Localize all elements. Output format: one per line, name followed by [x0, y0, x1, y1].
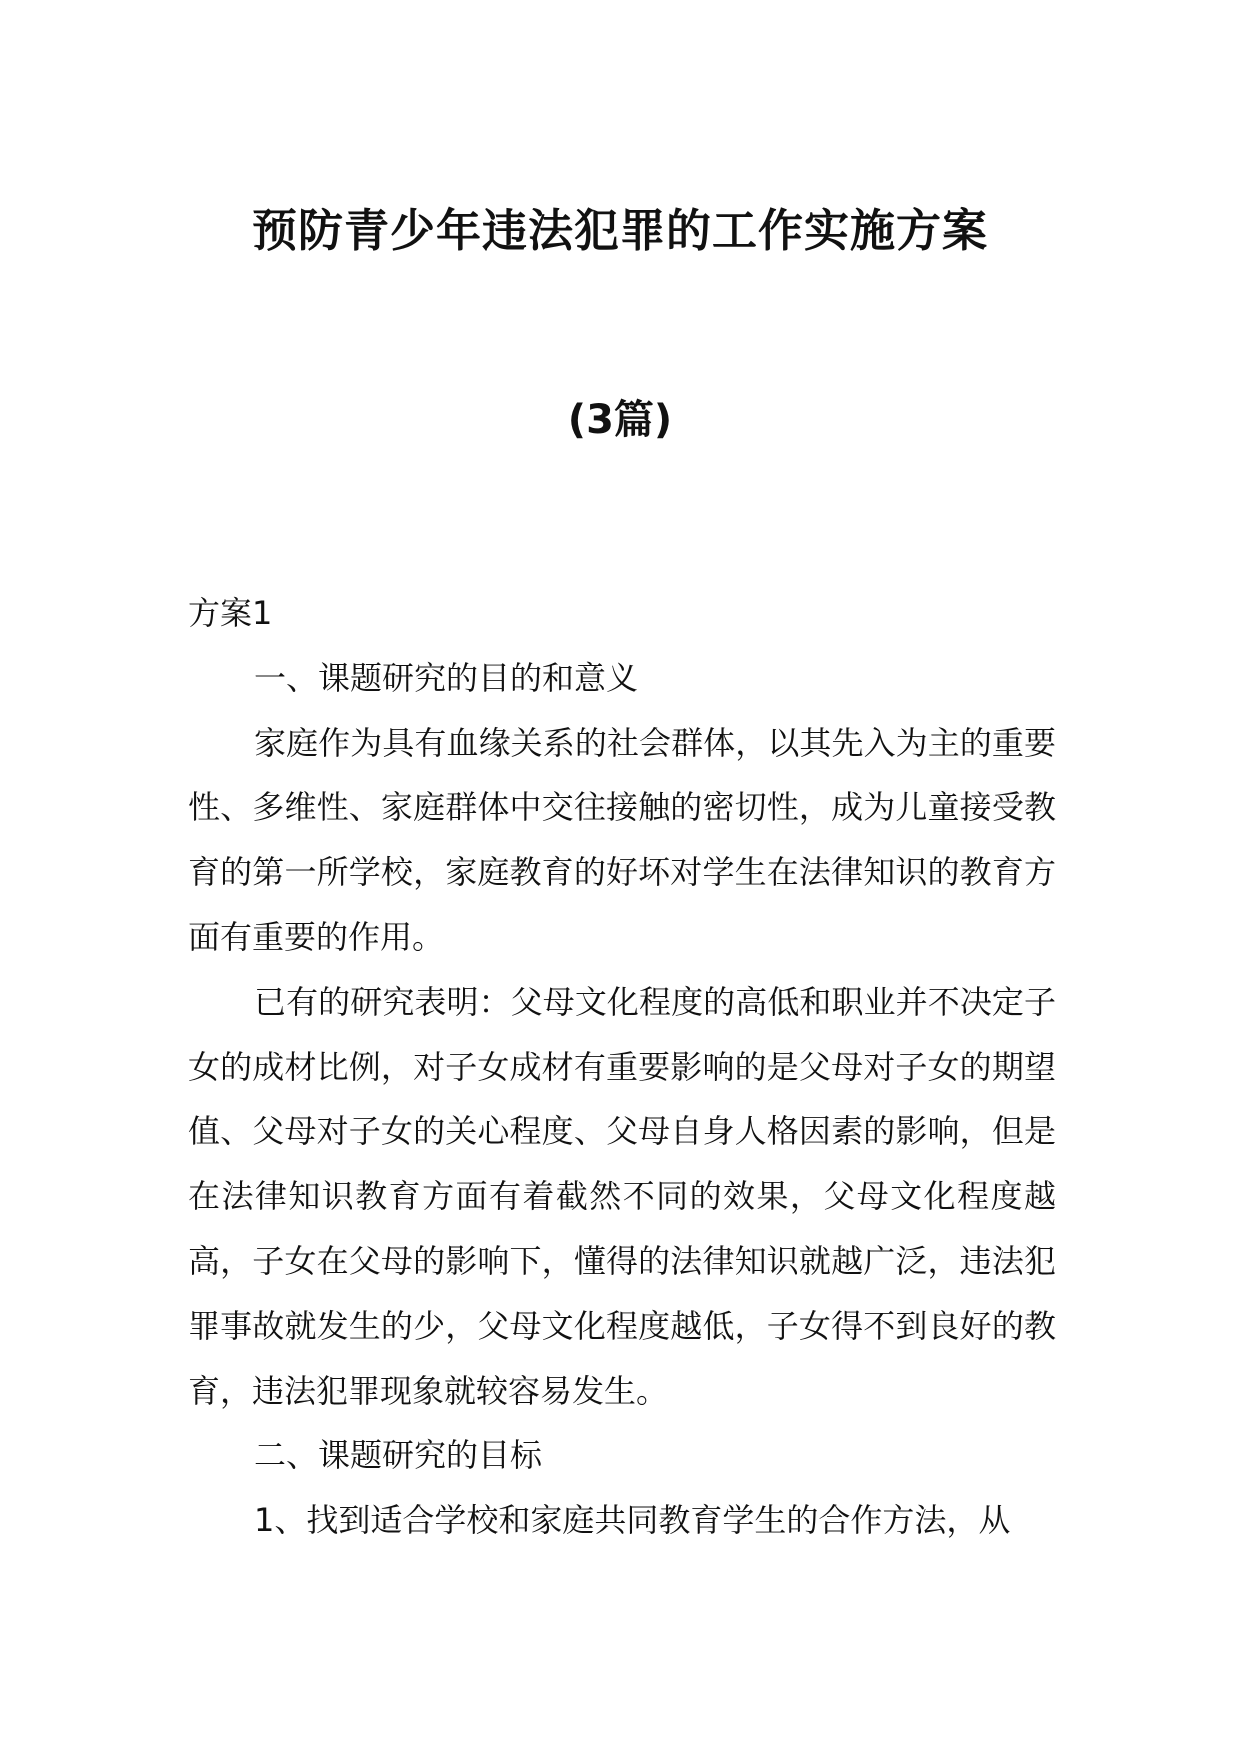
document-subtitle: (3篇) — [567, 397, 673, 443]
paragraph-research-findings: 已有的研究表明：父母文化程度的高低和职业并不决定子女的成材比例，对子女成材有重要影响的是父母对子女的期望值、父母对子女的关心程度、父母自身人格因素的影响，但是在法律知识教育方面有着截然不同的效果，父母文化程度越高，子女在父母的影响下，懂得的法律知识就越广泛，违法犯罪事故就发生的少，父母文化程度越低，子女得不到良好的教育，违法犯罪现象就较容易发生。 — [188, 982, 1056, 1410]
goal-item-1: 1、找到适合学校和家庭共同教育学生的合作方法，从 — [254, 1501, 1011, 1540]
paragraph-family-education: 家庭作为具有血缘关系的社会群体，以其先入为主的重要性、多维性、家庭群体中交往接触的密切性，成为儿童接受教育的第一所学校，家庭教育的好坏对学生在法律知识的教育方面有重要的作用。 — [188, 723, 1056, 956]
section-label: 方案1 — [188, 594, 273, 632]
heading-purpose: 一、课题研究的目的和意义 — [254, 658, 639, 697]
document-title: 预防青少年违法犯罪的工作实施方案 — [251, 204, 988, 257]
heading-goals: 二、课题研究的目标 — [254, 1436, 543, 1475]
document-body — [188, 581, 1056, 1553]
